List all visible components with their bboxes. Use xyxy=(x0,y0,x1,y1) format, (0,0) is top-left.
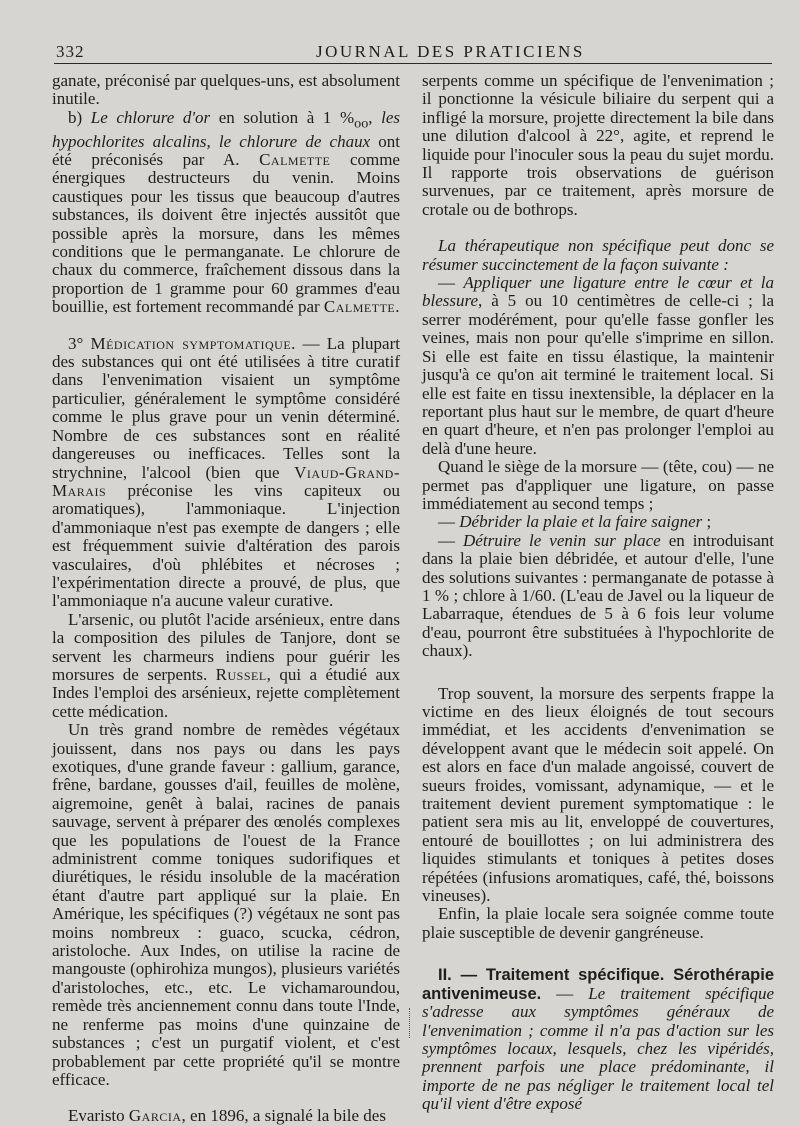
paragraph: Un très grand nombre de remèdes végétaux jouissent, dans nos pays ou dans les pays exotiques, d'une grande faveur : gallium, garance, frêne, bardane, gousses d'ail, feuilles de molène, aigremoine, genêt à balai, racines de panais sauvage, servent à préparer des œnolés complexes que les populations de l'ouest de la France administrent comme toniques sudorifiques et diurétiques, le résidu insoluble de la macération étant d'autre part appliqué sur la plaie. En Amérique, les spécifiques (?) végétaux ne sont pas moins nombreux : guaco, scucka, cédron, aristoloche. Aux Indes, on utilise la racine de mangouste (ophirohiza mungos), plusieurs variétés d'aristoloches, etc., etc. Le vichamaroundou, remède très anciennement connu dans toute l'Inde, ne renferme pas moins d'une quinzaine de substances ; c'est un purgatif violent, et c'est probablement par cette propriété qu'il se montre efficace. xyxy=(52,720,400,1089)
paragraph xyxy=(52,611,400,721)
text-run: les hypochlorites alcalins, le chlorure de chaux xyxy=(52,107,401,151)
text-run: préconise les vins capiteux ou aromatiques), l'ammoniaque. L'injection d'ammoniaque n'est pas exempte de dangers ; elle est fréquemment suivie d'altération des parois vasculaires, d'où phlébites et nécroses ; l'expérimentation directe a prouvé, de plus, que l'ammoniaque n'a aucune valeur curative. xyxy=(52,480,400,611)
text-run: — xyxy=(541,983,589,1003)
text-run: Evaristo xyxy=(68,1106,129,1126)
paragraph xyxy=(52,335,400,611)
text-run: — xyxy=(438,530,464,550)
text-run: ; xyxy=(702,512,712,532)
text-run: . xyxy=(395,297,400,317)
running-title: JOURNAL DES PRATICIENS xyxy=(316,42,585,61)
text-run: en introduisant dans la plaie bien débridée, et autour d'elle, l'une des solutions suivantes : permanganate de potasse à 1 % ; chlore à 1/60. (L'eau de Javel ou la liqueur de Labarraque, étendues de 5 à 6 fois leur volume d'eau, pourront être substituées à l'hypochlorite de chaux). xyxy=(422,530,775,661)
text-run: Débrider la plaie et la faire saigner xyxy=(459,512,703,532)
text-run: , en 1896, a signalé la bile des xyxy=(181,1106,386,1126)
text-run: , xyxy=(368,107,382,127)
text-run: b) xyxy=(68,107,91,127)
page-number: 332 xyxy=(56,42,85,61)
left-column xyxy=(52,71,401,1126)
paragraph: Trop souvent, la morsure des serpents frappe la victime en des lieux éloignés de tout secours immédiat, et les accidents d'envenimation se développent avant que le médecin soit appelé. On est alors en face d'un malade angoissé, couvert de sueurs froides, vomissant, adynamique, — et le traitement devient purement symptomatique : le patient sera mis au lit, enveloppé de couvertures, entouré de bouillottes ; on lui administrera des liquides stimulants et toniques à petites doses répétées (infusions aromatiques, café, thé, boissons vineuses). xyxy=(422,683,774,906)
column-divider xyxy=(409,1008,410,1038)
right-column xyxy=(422,71,775,1114)
text-run: — xyxy=(438,512,460,532)
paragraph: ganate, préconisé par quelques-uns, est absolument inutile. xyxy=(52,71,400,109)
header-rule xyxy=(54,63,772,64)
paragraph: b) Le chlorure d'or en solution à 1 $\%_{oo}$, les hypochlorites alcalins, le chlorure de chaux ont été préconisés par A. Calmette comme énergiques destructeurs du venin. Moins caustiques pour les tissus que beaucoup d'autres substances, ils doivent être injectés aussitôt que possible après la morsure, dans les mêmes conditions que le permanganate. Le chlorure de chaux du commerce, fraîchement dissous dans la proportion de 1 gramme pour 60 grammes d'eau bouillie, est fortement recommandé par Calmette. xyxy=(52,107,401,317)
text-run: , qui a étudié aux Indes l'emploi des arsénieux, rejette complètement cette médication. xyxy=(52,664,400,721)
section-heading: II. — Traitement spécifique. Sérothérapie antivenimeuse. xyxy=(422,966,774,1003)
paragraph: Enfin, la plaie locale sera soignée comme toute plaie susceptible de devenir gangréneuse. xyxy=(422,904,774,942)
author-name: Garcia xyxy=(128,1106,182,1126)
text-run: en solution à 1 % xyxy=(210,107,355,127)
paragraph: serpents comme un spécifique de l'envenimation ; il ponctionne la vésicule biliaire du serpent qui a infligé la morsure, projette directement la bile dans une dilution d'alcool à 22°, agite, et reprend le liquide pour l'inoculer sous la peau du sujet mordu. Il rapporte trois observations de guérison survenues, par ce traitement, après morsure de crotale ou de bothrops. xyxy=(422,71,774,219)
author-name: Russel xyxy=(215,664,267,684)
paragraph xyxy=(422,513,774,531)
text-run: Le traitement spécifique s'adresse aux symptômes généraux de l'envenimation ; comme il n'a pas d'action sur les symptômes locaux, lesquels, chez les vipéridés, prennent parfois une place prédominante, il importe de ne pas négliger le traitement local tel qu'il vient d'être exposé xyxy=(422,983,774,1114)
text-run: ont été préconisés par A. xyxy=(52,131,401,170)
text-run: 3° xyxy=(68,333,91,353)
text-run: Détruire le venin sur place xyxy=(463,530,661,550)
author-name: Calmette xyxy=(323,297,396,317)
author-name: Calmette xyxy=(259,150,331,170)
paragraph: Quand le siège de la morsure — (tête, cou) — ne permet pas d'appliquer une ligature, on passe immédiatement au second temps ; xyxy=(422,457,774,513)
page-header xyxy=(0,0,800,68)
author-name: Viaud-Grand-Marais xyxy=(52,462,400,500)
paragraph xyxy=(422,532,774,661)
text-run: — xyxy=(438,273,464,293)
text-run: L'arsenic, ou plutôt l'acide arsénieux, entre dans la composition des pilules de Tanjore, dont se servent les charmeurs indiens pour guérir les morsures de serpents. xyxy=(52,609,400,684)
paragraph xyxy=(422,966,774,1113)
text-run: comme énergiques destructeurs du venin. Moins caustiques pour les tissus que beaucoup d'autres substances, ils doivent être injectés aussitôt que possible après la morsure, dans les mêmes conditions que le permanganate. Le chlorure de chaux du commerce, fraîchement dissous dans la proportion de 1 gramme pour 60 grammes d'eau bouillie, est fortement recommandé par xyxy=(52,150,400,317)
paragraph xyxy=(422,274,774,458)
paragraph xyxy=(422,237,774,274)
text-run: Le chlorure d'or xyxy=(90,107,211,127)
text-run: Appliquer une ligature entre le cœur et la blessure xyxy=(422,273,775,311)
text-run: . — La plupart des substances qui ont été utilisées à titre curatif dans l'envenimation visaient un symptôme particulier, généralement le symptôme considéré comme le plus grave pour un venin déterminé. Nombre de ces substances sont en réalité dangereuses ou inefficaces. Telles sont la strychnine, l'alcool (bien que xyxy=(52,333,400,482)
paragraph xyxy=(52,1107,400,1125)
section-heading: Médication symptomatique xyxy=(90,333,292,353)
text-run: , à 5 ou 10 centimètres de celle-ci ; la serrer modérément, pour qu'elle fasse gonfler les veines, mais non pour qu'elle s'imprime en sillon. Si elle est faite en tissu élastique, la maintenir jusqu'à ce qu'on ait terminé le traitement local. Si elle est faite en tissu inextensible, la déplacer en la reportant plus haut sur le membre, de quart d'heure en quart d'heure, et n'en pas prolonger l'emploi au delà d'une heure. xyxy=(422,291,774,458)
text-run: La thérapeutique non spécifique peut donc se résumer succinctement de la façon suivante : xyxy=(422,236,774,274)
